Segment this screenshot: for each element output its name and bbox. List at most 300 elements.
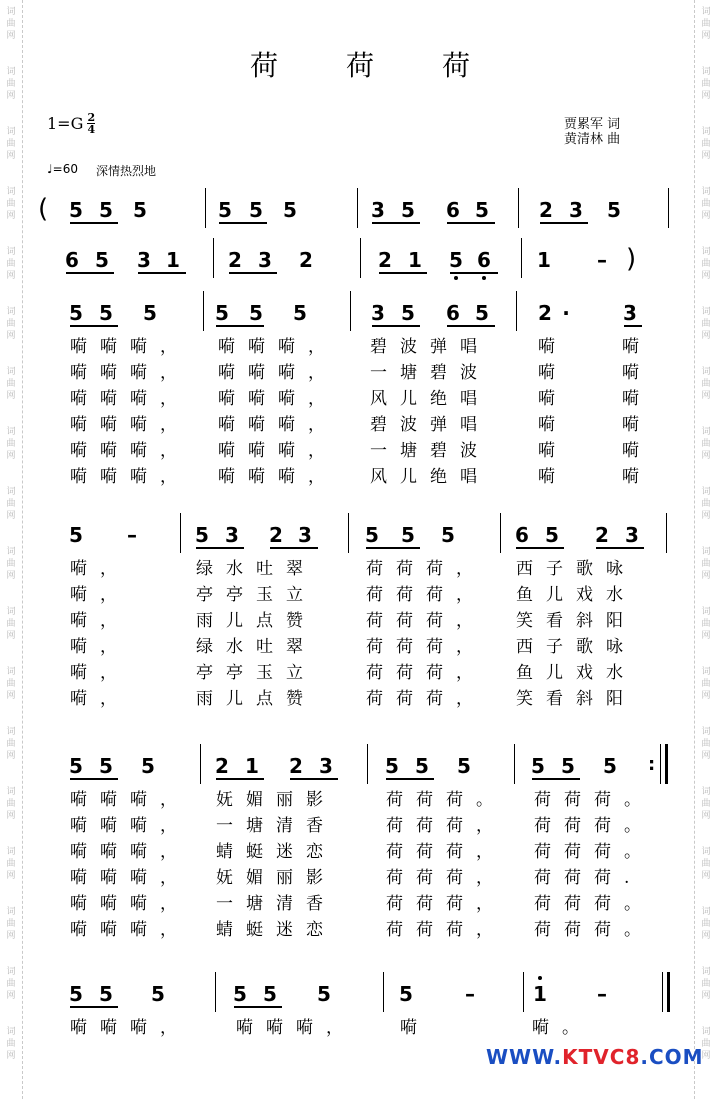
low-octave-dot [454,276,458,280]
note: 3 [623,301,637,325]
site-url[interactable] [486,1045,704,1069]
lyric-char: 嗬 [218,389,235,409]
beam-underline [596,547,644,549]
lyric-char: 水 [226,559,243,579]
lyric-char: ， [308,441,325,461]
lyric-char: 荷 [416,842,433,862]
lyric-char: 嗬 [248,415,265,435]
watermark-text: 词 曲 网 [701,1027,711,1061]
lyric-char: 嗬 [236,1018,253,1038]
lyric-char: 嗬 [100,842,117,862]
barline [514,744,515,784]
lyric-char: 荷 [594,842,611,862]
lyric-char: 绝 [430,389,447,409]
lyric-char: 嗬 [248,441,265,461]
final-barline [662,972,663,1012]
lyric-char: 嗬 [296,1018,313,1038]
barline [500,513,501,553]
lyric-char: ， [308,415,325,435]
lyric-char: 香 [306,816,323,836]
lyric-char: 儿 [226,611,243,631]
song-title [250,44,470,84]
note: 5 [143,301,157,325]
lyric-char: 波 [460,363,477,383]
lyric-char: 清 [276,894,293,914]
note: · [562,301,570,325]
lyric-char: 翠 [286,559,303,579]
lyric-char: 吐 [256,559,273,579]
watermark-text: 词 曲 网 [701,247,711,281]
lyric-char: 荷 [366,689,383,709]
note: 6 [446,301,460,325]
lyric-char: 荷 [396,689,413,709]
beam-underline [138,272,186,274]
beam-underline [70,222,118,224]
watermark-text: 词 曲 网 [6,547,16,581]
note: 5 [399,982,413,1006]
lyric-char: 嗬 [130,467,147,487]
lyric-char: 嗬 [70,816,87,836]
barline [215,972,216,1012]
lyric-char: 绝 [430,467,447,487]
lyric-char: 歌 [576,637,593,657]
lyric-char: 看 [546,689,563,709]
note: 2 [289,754,303,778]
lyric-char: 荷 [594,920,611,940]
beam-underline [216,325,264,327]
lyric-char: ， [160,790,177,810]
lyricist-credit: 贾累军 词 [564,117,621,132]
lyric-char: 蜓 [246,842,263,862]
note: 3 [225,523,239,547]
beam-underline [66,272,114,274]
left-dashed-margin [22,0,23,1099]
lyric-char: 子 [546,559,563,579]
lyric-char: 。 [624,920,641,940]
lyric-char: 荷 [446,868,463,888]
lyric-char: 荷 [366,611,383,631]
barline [205,188,206,228]
lyric-char: ， [160,441,177,461]
repeat-barline-thick [665,744,668,784]
lyric-char: 荷 [386,816,403,836]
lyric-char: 嗬 [218,363,235,383]
lyric-char: 塘 [246,816,263,836]
lyric-char: 嗬 [70,337,87,357]
lyric-char: 蜓 [246,920,263,940]
lyric-char: 子 [546,637,563,657]
watermark-text: 词 曲 网 [6,67,16,101]
barline [180,513,181,553]
lyric-char: ， [100,637,117,657]
lyric-char: 嗬 [100,868,117,888]
lyric-char: 赞 [286,689,303,709]
lyric-char: 香 [306,894,323,914]
title-char: 荷 [441,49,470,82]
beam-underline [70,325,118,327]
lyric-char: 嗬 [532,1018,549,1038]
note: 2 [299,248,313,272]
lyric-char: 嗬 [100,1018,117,1038]
lyric-char: ， [456,689,473,709]
lyric-char: 嗬 [622,467,639,487]
note: 5 [607,198,621,222]
lyric-char: 荷 [446,894,463,914]
lyric-char: 嗬 [622,415,639,435]
lyric-char: 西 [516,559,533,579]
note: 5 [195,523,209,547]
note: 5 [293,301,307,325]
lyric-char: ， [456,637,473,657]
lyric-char: 。 [562,1018,579,1038]
lyric-char: 荷 [446,842,463,862]
lyric-char: ， [160,868,177,888]
lyric-char: 嗬 [100,363,117,383]
time-bottom: 4 [87,123,96,136]
lyric-char: ， [100,611,117,631]
lyric-char: 荷 [416,920,433,940]
lyric-char: 嗬 [130,415,147,435]
lyric-char: . [624,868,630,888]
watermark-text: 词 曲 网 [701,67,711,101]
lyric-char: 荷 [594,894,611,914]
lyric-char: 嗬 [218,441,235,461]
lyric-char: 唱 [460,415,477,435]
lyric-char: ， [100,689,117,709]
lyric-char: 雨 [196,611,213,631]
note: 5 [141,754,155,778]
lyric-char: 荷 [396,663,413,683]
beam-underline [386,778,434,780]
lyric-char: 嗬 [100,337,117,357]
lyric-char: 嗬 [70,689,87,709]
final-barline-thick [667,972,670,1012]
lyric-char: 看 [546,611,563,631]
lyric-char: 嗬 [278,363,295,383]
lyric-char: 绿 [196,637,213,657]
watermark-text: 词 曲 网 [701,787,711,821]
lyric-char: 碧 [370,337,387,357]
lyric-char: 清 [276,816,293,836]
barline [367,744,368,784]
time-top: 2 [87,111,96,124]
lyric-char: 戏 [576,585,593,605]
watermark-text: 词 曲 网 [701,667,711,701]
watermark-text: 词 曲 网 [701,967,711,1001]
lyric-char: 波 [400,415,417,435]
lyric-char: 嗬 [218,415,235,435]
lyric-char: ， [456,663,473,683]
lyric-char: 弹 [430,415,447,435]
lyric-char: 嗬 [130,842,147,862]
tempo-mark: ♩=60 [47,162,78,176]
lyric-char: 荷 [396,585,413,605]
lyric-char: 嗬 [278,389,295,409]
barline [383,972,384,1012]
lyric-char: 荷 [416,894,433,914]
lyric-char: ， [476,868,493,888]
lyric-char: 恋 [306,842,323,862]
beam-underline [196,547,244,549]
lyric-char: 儿 [546,585,563,605]
open-bracket: ( [38,194,49,224]
watermark-text: 词 曲 网 [701,427,711,461]
watermark-text: 词 曲 网 [701,7,711,41]
lyric-char: 荷 [386,790,403,810]
lyric-char: ， [456,559,473,579]
lyric-char: 嗬 [70,441,87,461]
note: 6 [65,248,79,272]
lyric-char: 嗬 [622,441,639,461]
lyric-char: 斜 [576,689,593,709]
watermark-text: 词 曲 网 [6,427,16,461]
lyric-char: 荷 [564,790,581,810]
lyric-char: 碧 [430,441,447,461]
lyric-char: ， [160,337,177,357]
lyric-char: 绿 [196,559,213,579]
lyric-char: 嗬 [100,415,117,435]
note: 2 [269,523,283,547]
lyric-char: 儿 [400,389,417,409]
lyric-char: 玉 [256,585,273,605]
lyric-char: 嗬 [70,415,87,435]
lyric-char: 唱 [460,337,477,357]
note: 3 [258,248,272,272]
lyric-char: 嗬 [100,441,117,461]
barline [203,291,204,331]
lyric-char: 斜 [576,611,593,631]
lyric-char: 荷 [416,790,433,810]
lyric-char: 嗬 [266,1018,283,1038]
lyric-char: 迷 [276,842,293,862]
note: 5 [365,523,379,547]
watermark-text: 词 曲 网 [701,187,711,221]
watermark-text: 词 曲 网 [6,727,16,761]
lyric-char: 嗬 [100,389,117,409]
lyric-char: 荷 [426,663,443,683]
note: 5 [385,754,399,778]
lyric-char: 波 [400,337,417,357]
note: 5 [99,301,113,325]
watermark-text: 词 曲 网 [6,187,16,221]
lyric-char: ， [456,611,473,631]
barline [518,188,519,228]
watermark-text: 词 曲 网 [701,367,711,401]
lyric-char: 嗬 [70,611,87,631]
lyric-char: ， [476,816,493,836]
lyric-char: 唱 [460,389,477,409]
lyric-char: ， [160,389,177,409]
lyric-char: 嗬 [70,920,87,940]
lyric-char: 阳 [606,689,623,709]
note: 5 [151,982,165,1006]
lyric-char: 嗬 [622,389,639,409]
high-octave-dot [538,976,542,980]
note: 2 [538,301,552,325]
sustain-dash: – [597,982,607,1006]
watermark-text: 词 曲 网 [701,307,711,341]
lyric-char: ， [160,842,177,862]
lyric-char: ， [326,1018,343,1038]
lyric-char: 戏 [576,663,593,683]
lyric-char: 。 [624,790,641,810]
lyric-char: 咏 [606,559,623,579]
beam-underline [624,325,642,327]
lyric-char: 嗬 [130,816,147,836]
lyric-char: 嗬 [248,467,265,487]
lyric-char: 塘 [400,363,417,383]
lyric-char: 荷 [594,790,611,810]
key-signature [47,112,95,135]
note: 3 [371,301,385,325]
barline [668,188,669,228]
lyric-char: 嗬 [218,337,235,357]
lyric-char: 媚 [246,868,263,888]
lyric-char: 荷 [446,790,463,810]
lyric-char: 荷 [396,637,413,657]
lyric-char: 荷 [426,637,443,657]
lyric-char: 嗬 [538,441,555,461]
lyric-char: 西 [516,637,533,657]
lyric-char: 风 [370,467,387,487]
note: 5 [69,982,83,1006]
lyric-char: 嗬 [130,389,147,409]
lyric-char: 风 [370,389,387,409]
lyric-char: 迷 [276,920,293,940]
lyric-char: ， [100,585,117,605]
lyric-char: 影 [306,868,323,888]
lyric-char: 嗬 [130,441,147,461]
lyric-char: ， [308,337,325,357]
lyric-char: ， [160,894,177,914]
url-suffix: .COM [640,1045,704,1069]
note: 5 [457,754,471,778]
beam-underline [447,222,495,224]
beam-underline [372,325,420,327]
lyric-char: 荷 [426,689,443,709]
lyric-char: 嗬 [218,467,235,487]
barline [357,188,358,228]
lyric-char: 嗬 [622,363,639,383]
lyric-char: 一 [216,894,233,914]
lyric-char: 嗬 [100,790,117,810]
barline [666,513,667,553]
note: 1 [408,248,422,272]
lyric-char: 荷 [534,842,551,862]
note: 2 [595,523,609,547]
lyric-char: 一 [216,816,233,836]
repeat-barline [660,744,661,784]
watermark-text: 词 曲 网 [701,907,711,941]
lyric-char: 嗬 [70,868,87,888]
watermark-text: 词 曲 网 [6,607,16,641]
lyric-char: 碧 [370,415,387,435]
note: 5 [401,523,415,547]
time-signature [87,112,95,135]
watermark-text: 词 曲 网 [6,367,16,401]
note: 3 [569,198,583,222]
lyric-char: 鱼 [516,663,533,683]
lyric-char: 媚 [246,790,263,810]
lyric-char: 嗬 [100,467,117,487]
lyric-char: 笑 [516,611,533,631]
note: 1 [245,754,259,778]
lyric-char: 鱼 [516,585,533,605]
lyric-char: 荷 [446,816,463,836]
watermark-text: 词 曲 网 [6,787,16,821]
lyric-char: 荷 [534,868,551,888]
note: 2 [228,248,242,272]
lyric-char: 荷 [426,559,443,579]
watermark-text: 词 曲 网 [6,7,16,41]
lyric-char: 荷 [534,894,551,914]
lyric-char: 亭 [196,585,213,605]
lyric-char: 荷 [564,868,581,888]
lyric-char: 嗬 [248,389,265,409]
lyric-char: 塘 [246,894,263,914]
watermark-text: 词 曲 网 [6,967,16,1001]
lyric-char: 荷 [386,842,403,862]
lyric-char: 嗬 [70,1018,87,1038]
lyric-char: 荷 [534,816,551,836]
barline [360,238,361,278]
title-char: 荷 [345,49,374,82]
repeat-dots: : [648,754,656,775]
lyric-char: 一 [370,441,387,461]
beam-underline [379,272,427,274]
lyric-char: 嗬 [278,415,295,435]
lyric-char: 荷 [426,611,443,631]
lyric-char: 蜻 [216,920,233,940]
note: 5 [99,754,113,778]
watermark-text: 词 曲 网 [6,847,16,881]
barline [521,238,522,278]
sustain-dash: – [127,523,137,547]
lyric-char: 点 [256,611,273,631]
lyric-char: 嗬 [70,389,87,409]
beam-underline [540,222,588,224]
lyric-char: ， [100,663,117,683]
lyric-char: 荷 [416,868,433,888]
note: 5 [233,982,247,1006]
lyric-char: 儿 [546,663,563,683]
note: 5 [69,523,83,547]
lyric-char: 水 [606,663,623,683]
lyric-char: 水 [226,637,243,657]
beam-underline [450,272,498,274]
note: 5 [317,982,331,1006]
note: 5 [475,301,489,325]
note: 5 [545,523,559,547]
lyric-char: 嗬 [130,920,147,940]
lyric-char: 嗬 [100,920,117,940]
lyric-char: 吐 [256,637,273,657]
lyric-char: 。 [624,842,641,862]
lyric-char: 嗬 [278,337,295,357]
barline [200,744,201,784]
beam-underline [447,325,495,327]
note: 1 [537,248,551,272]
beam-underline [70,778,118,780]
lyric-char: 咏 [606,637,623,657]
lyric-char: 亭 [226,585,243,605]
url-prefix: WWW. [486,1045,563,1069]
lyric-char: 嗬 [400,1018,417,1038]
lyric-char: ， [308,363,325,383]
lyric-char: 荷 [366,663,383,683]
lyric-char: 荷 [426,585,443,605]
lyric-char: ， [160,920,177,940]
